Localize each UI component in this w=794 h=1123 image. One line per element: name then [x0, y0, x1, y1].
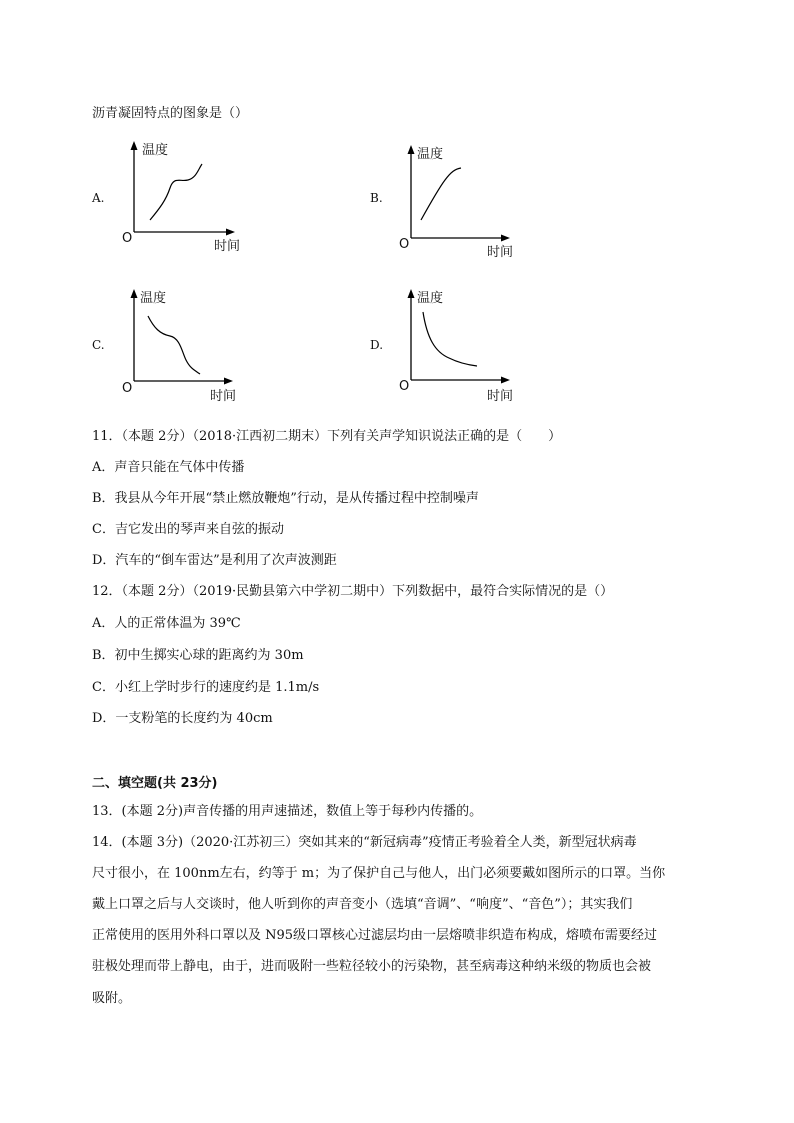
q14-line: 正常使用的医用外科口罩以及 N95级口罩核心过滤层均由一层熔喷非织造布构成，熔喷布需要经过	[92, 928, 658, 943]
q11-choice-d: D．汽车的“倒车雷达”是利用了次声波测距	[92, 553, 337, 568]
x-axis-arrow	[224, 378, 233, 385]
curve-d	[423, 312, 477, 366]
question-stem-line: 沥青凝固特点的图象是（）	[92, 106, 249, 121]
q14-line: 戴上口罩之后与人交谈时，他人听到你的声音变小（选填“音调”、“响度”、“音色”）；其实我们	[92, 897, 633, 912]
y-axis-arrow	[131, 141, 138, 150]
q14-line: 驻极处理而带上静电，由于，进而吸附一些粒径较小的污染物，甚至病毒这种纳米级的物质也会被	[92, 959, 652, 974]
graph-option-a	[120, 138, 250, 258]
q14-line: 尺寸很小，在 100nm左右，约等于 m；为了保护自己与他人，出门必须要戴如图所示的口罩。当你	[92, 866, 666, 881]
graph-option-c	[120, 286, 250, 406]
x-axis-arrow	[501, 377, 510, 384]
graph-option-b	[397, 142, 527, 262]
curve-c	[148, 316, 200, 374]
curve-b	[421, 168, 461, 220]
section-title: 二、填空题(共 23分)	[92, 776, 218, 791]
x-axis-label: 时间	[210, 389, 237, 404]
origin-label: O	[399, 237, 410, 252]
y-axis-arrow	[408, 145, 415, 154]
x-axis-arrow	[501, 235, 510, 242]
y-axis-label: 温度	[140, 291, 167, 306]
q11-choice-a: A．声音只能在气体中传播	[92, 460, 245, 475]
q14-line: 吸附。	[92, 991, 132, 1006]
q11-stem: 11．（本题 2分）（2018·江西初二期末）下列有关声学知识说法正确的是（ ）	[92, 429, 562, 444]
option-a-label: A.	[92, 191, 105, 205]
option-b-label: B.	[370, 191, 383, 205]
y-axis-label: 温度	[417, 147, 444, 162]
y-axis-label: 温度	[417, 291, 444, 306]
q11-choice-c: C．吉它发出的琴声来自弦的振动	[92, 522, 284, 537]
origin-label: O	[399, 379, 410, 394]
q12-choice-d: D．一支粉笔的长度约为 40cm	[92, 711, 273, 726]
x-axis-label: 时间	[214, 239, 241, 254]
origin-label: O	[122, 231, 133, 246]
y-axis-label: 温度	[142, 143, 169, 158]
q13-text: 13．(本题 2分)声音传播的用声速描述，数值上等于每秒内传播的。	[92, 804, 483, 819]
q14-line: 14．(本题 3分)（2020·江苏初三）突如其来的“新冠病毒”疫情正考验着全人类，新型冠状病毒	[92, 835, 637, 850]
x-axis-label: 时间	[487, 389, 514, 404]
curve-a	[150, 164, 202, 220]
q12-choice-a: A．人的正常体温为 39℃	[92, 616, 241, 631]
q11-choice-b: B．我县从今年开展“禁止燃放鞭炮”行动，是从传播过程中控制噪声	[92, 491, 479, 506]
q12-stem: 12．（本题 2分）（2019·民勤县第六中学初二期中）下列数据中，最符合实际情况的是（）	[92, 584, 614, 599]
option-c-label: C.	[92, 338, 105, 352]
y-axis-arrow	[131, 289, 138, 298]
option-d-label: D.	[370, 338, 384, 352]
origin-label: O	[122, 381, 133, 396]
x-axis-label: 时间	[487, 245, 514, 260]
x-axis-arrow	[226, 229, 235, 236]
graph-option-d	[397, 286, 527, 406]
q12-choice-b: B．初中生掷实心球的距离约为 30m	[92, 648, 304, 663]
q12-choice-c: C．小红上学时步行的速度约是 1.1m/s	[92, 680, 320, 695]
y-axis-arrow	[408, 289, 415, 298]
